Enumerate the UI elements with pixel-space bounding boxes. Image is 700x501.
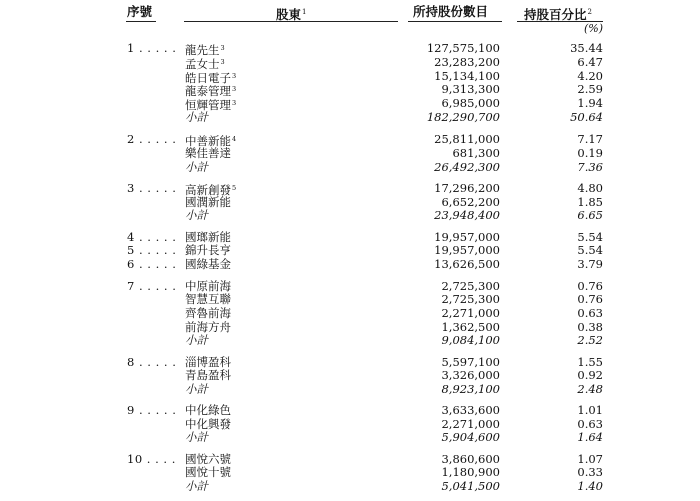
row-pct: 1.85 xyxy=(577,195,603,209)
table-row xyxy=(0,195,700,209)
row-shares: 681,300 xyxy=(452,146,500,160)
row-holder-text: 國綠基金 xyxy=(185,257,231,271)
header-pct-note: 2 xyxy=(587,8,592,16)
row-holder-name xyxy=(185,146,231,160)
table-row xyxy=(0,452,700,466)
row-pct: 1.64 xyxy=(577,430,603,444)
row-pct: 1.55 xyxy=(577,355,603,369)
row-shares: 5,041,500 xyxy=(441,479,500,493)
row-pct: 6.47 xyxy=(577,55,603,69)
row-holder-text: 小計 xyxy=(185,333,208,347)
row-shares: 2,725,300 xyxy=(441,279,500,293)
row-holder-name xyxy=(185,403,231,417)
row-pct: 0.76 xyxy=(577,279,603,293)
row-shares: 17,296,200 xyxy=(434,181,500,195)
row-shares: 182,290,700 xyxy=(426,110,500,124)
row-shares: 2,271,000 xyxy=(441,306,500,320)
row-holder-name xyxy=(185,257,231,271)
row-shares: 9,313,300 xyxy=(441,82,500,96)
subtotal-row xyxy=(0,110,700,124)
table-row xyxy=(0,292,700,306)
row-pct: 35.44 xyxy=(570,41,603,55)
row-shares: 19,957,000 xyxy=(434,230,500,244)
row-holder-text: 樂佳善達 xyxy=(185,146,231,160)
row-pct: 7.17 xyxy=(577,132,603,146)
table-row xyxy=(0,403,700,417)
row-holder-name xyxy=(185,208,208,222)
row-shares: 3,633,600 xyxy=(441,403,500,417)
row-seq: 9 . . . . . xyxy=(127,403,177,417)
row-holder-name xyxy=(185,195,231,209)
subtotal-row xyxy=(0,479,700,493)
row-shares: 1,180,900 xyxy=(441,465,500,479)
row-holder-text: 小計 xyxy=(185,382,208,396)
row-pct: 0.76 xyxy=(577,292,603,306)
row-pct: 0.63 xyxy=(577,306,603,320)
row-holder-text: 中化興發 xyxy=(185,417,231,431)
row-shares: 3,860,600 xyxy=(441,452,500,466)
row-seq: 8 . . . . . xyxy=(127,355,177,369)
row-shares: 15,134,100 xyxy=(434,69,500,83)
row-holder-text: 龍先生 xyxy=(185,43,220,57)
table-row xyxy=(0,368,700,382)
table-row xyxy=(0,417,700,431)
row-holder-text: 恒輝管理 xyxy=(185,98,231,112)
table-row xyxy=(0,55,700,69)
row-pct: 2.59 xyxy=(577,82,603,96)
row-holder-name xyxy=(185,479,208,493)
row-holder-text: 小計 xyxy=(185,479,208,493)
row-holder-text: 小計 xyxy=(185,430,208,444)
row-holder-text: 高新創發 xyxy=(185,183,231,197)
row-holder-name xyxy=(185,320,231,334)
row-pct: 2.52 xyxy=(577,333,603,347)
row-holder-name xyxy=(185,243,231,257)
table-row xyxy=(0,243,700,257)
header-holder xyxy=(276,3,306,21)
table-row xyxy=(0,41,700,55)
row-pct: 50.64 xyxy=(570,110,603,124)
header-seq: 序號 xyxy=(127,4,153,19)
row-holder-text: 小計 xyxy=(185,160,208,174)
row-holder-text: 國瑯新能 xyxy=(185,230,231,244)
row-holder-name xyxy=(185,333,208,347)
header-holder-underline xyxy=(184,21,398,22)
row-holder-text: 前海方舟 xyxy=(185,320,231,334)
row-holder-text: 國悅十號 xyxy=(185,465,231,479)
subtotal-row xyxy=(0,333,700,347)
row-shares: 1,362,500 xyxy=(441,320,500,334)
table-row xyxy=(0,181,700,195)
row-shares: 6,985,000 xyxy=(441,96,500,110)
row-shares: 5,597,100 xyxy=(441,355,500,369)
row-holder-name xyxy=(185,160,208,174)
row-holder-text: 小計 xyxy=(185,110,208,124)
row-holder-text: 智慧互聯 xyxy=(185,292,231,306)
row-holder-note: 4 xyxy=(232,135,237,143)
row-pct: 1.01 xyxy=(577,403,603,417)
subtotal-row xyxy=(0,430,700,444)
row-holder-text: 龍泰管理 xyxy=(185,84,231,98)
row-shares: 2,725,300 xyxy=(441,292,500,306)
row-pct: 0.38 xyxy=(577,320,603,334)
header-shares: 所持股份數目 xyxy=(413,4,489,19)
row-holder-note: 3 xyxy=(232,99,237,107)
row-holder-note: 3 xyxy=(220,58,225,66)
row-holder-name xyxy=(185,306,231,320)
row-pct: 1.40 xyxy=(577,479,603,493)
header-pct-label: 持股百分比 xyxy=(524,7,587,22)
row-pct: 4.80 xyxy=(577,181,603,195)
row-shares: 3,326,000 xyxy=(441,368,500,382)
subtotal-row xyxy=(0,382,700,396)
row-pct: 0.19 xyxy=(577,146,603,160)
row-shares: 19,957,000 xyxy=(434,243,500,257)
row-holder-text: 中化綠色 xyxy=(185,403,231,417)
row-holder-name xyxy=(185,430,208,444)
row-holder-name xyxy=(185,355,231,369)
row-holder-name xyxy=(185,382,208,396)
row-holder-name xyxy=(185,417,231,431)
subtotal-row xyxy=(0,160,700,174)
row-holder-name xyxy=(185,368,231,382)
row-shares: 5,904,600 xyxy=(441,430,500,444)
table-row xyxy=(0,465,700,479)
row-shares: 25,811,000 xyxy=(434,132,500,146)
row-holder-name xyxy=(185,279,231,293)
row-pct: 2.48 xyxy=(577,382,603,396)
row-seq: 10 . . . . xyxy=(127,452,176,466)
table-row xyxy=(0,146,700,160)
header-holder-label: 股東 xyxy=(276,7,302,22)
table-row xyxy=(0,279,700,293)
row-holder-text: 孟女士 xyxy=(185,57,220,71)
row-holder-name xyxy=(185,465,231,479)
row-seq: 7 . . . . . xyxy=(127,279,177,293)
row-pct: 3.79 xyxy=(577,257,603,271)
row-pct: 1.94 xyxy=(577,96,603,110)
row-holder-text: 中善新能 xyxy=(185,134,231,148)
row-shares: 26,492,300 xyxy=(434,160,500,174)
subtotal-row xyxy=(0,208,700,222)
table-row xyxy=(0,96,700,110)
row-pct: 5.54 xyxy=(577,243,603,257)
row-pct: 4.20 xyxy=(577,69,603,83)
row-holder-note: 3 xyxy=(232,85,237,93)
table-row xyxy=(0,320,700,334)
pct-unit: (%) xyxy=(583,22,603,35)
table-row xyxy=(0,82,700,96)
row-pct: 0.63 xyxy=(577,417,603,431)
row-pct: 0.92 xyxy=(577,368,603,382)
row-shares: 23,948,400 xyxy=(434,208,500,222)
row-holder-text: 皓日電子 xyxy=(185,71,231,85)
row-seq: 5 . . . . . xyxy=(127,243,177,257)
row-holder-text: 國潤新能 xyxy=(185,195,231,209)
row-holder-name xyxy=(185,292,231,306)
row-shares: 127,575,100 xyxy=(426,41,500,55)
row-holder-text: 小計 xyxy=(185,208,208,222)
table-row xyxy=(0,257,700,271)
row-seq: 6 . . . . . xyxy=(127,257,177,271)
row-pct: 0.33 xyxy=(577,465,603,479)
row-holder-note: 3 xyxy=(232,72,237,80)
row-shares: 9,084,100 xyxy=(441,333,500,347)
header-pct xyxy=(524,3,592,21)
row-shares: 23,283,200 xyxy=(434,55,500,69)
table-row xyxy=(0,132,700,146)
row-pct: 1.07 xyxy=(577,452,603,466)
row-holder-text: 中原前海 xyxy=(185,279,231,293)
row-holder-name xyxy=(185,452,231,466)
header-holder-note: 1 xyxy=(302,8,307,16)
table-row xyxy=(0,306,700,320)
row-holder-text: 國悅六號 xyxy=(185,452,231,466)
row-seq: 4 . . . . . xyxy=(127,230,177,244)
row-seq: 2 . . . . . xyxy=(127,132,177,146)
row-holder-text: 錦升長亨 xyxy=(185,243,231,257)
row-holder-text: 齊魯前海 xyxy=(185,306,231,320)
row-holder-text: 青島盈科 xyxy=(185,368,231,382)
row-holder-text: 淄博盈科 xyxy=(185,355,231,369)
table-row xyxy=(0,69,700,83)
row-pct: 5.54 xyxy=(577,230,603,244)
table-row xyxy=(0,355,700,369)
row-holder-name xyxy=(185,110,208,124)
row-holder-name xyxy=(185,230,231,244)
row-shares: 13,626,500 xyxy=(434,257,500,271)
row-holder-note: 5 xyxy=(232,184,237,192)
header-shares-underline xyxy=(408,21,502,22)
row-pct: 7.36 xyxy=(577,160,603,174)
table-row xyxy=(0,230,700,244)
row-holder-note: 3 xyxy=(220,44,225,52)
row-shares: 6,652,200 xyxy=(441,195,500,209)
row-shares: 8,923,100 xyxy=(441,382,500,396)
row-shares: 2,271,000 xyxy=(441,417,500,431)
row-seq: 3 . . . . . xyxy=(127,181,177,195)
row-seq: 1 . . . . . xyxy=(127,41,177,55)
header-seq-underline xyxy=(126,21,156,22)
row-pct: 6.65 xyxy=(577,208,603,222)
